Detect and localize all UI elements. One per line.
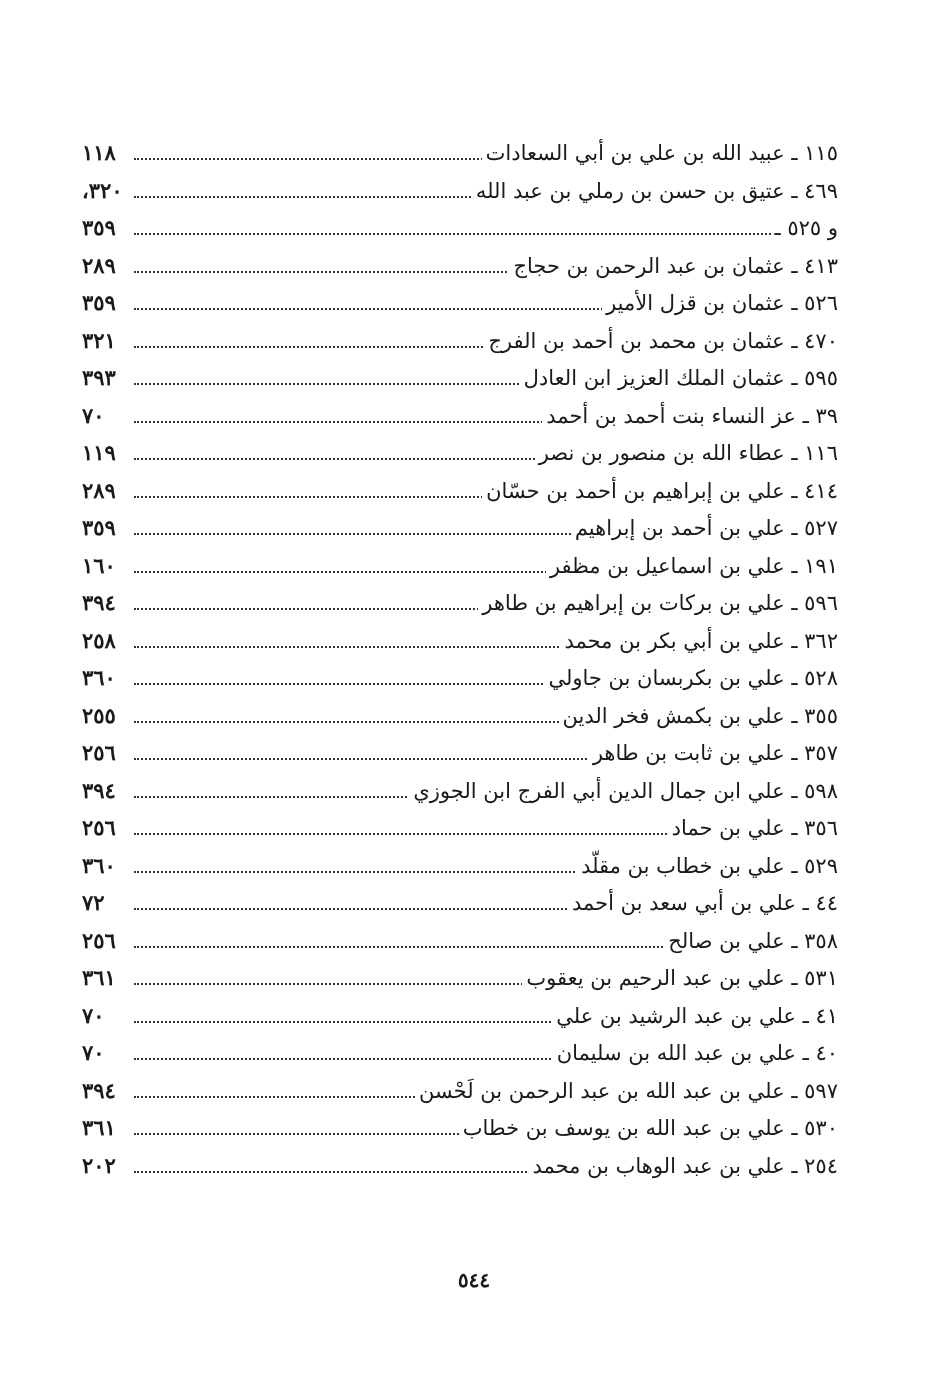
index-entry <box>82 547 838 585</box>
index-entry <box>82 959 838 997</box>
entry-page-number: ٣٩٤ <box>82 776 134 806</box>
index-entry <box>82 922 838 960</box>
entry-text: ٣٦٢ ـ علي بن أبي بكر بن محمد <box>560 626 838 656</box>
index-entry <box>82 172 838 210</box>
entry-text: ٢٥٤ ـ علي بن عبد الوهاب بن محمد <box>528 1151 838 1181</box>
entry-text: ٥٣١ ـ علي بن عبد الرحيم بن يعقوب <box>522 963 838 993</box>
index-entry <box>82 847 838 885</box>
entry-text: ٥٢٩ ـ علي بن خطاب بن مقلّد <box>577 851 838 881</box>
index-entry <box>82 584 838 622</box>
entry-text: ٥٩٥ ـ عثمان الملك العزيز ابن العادل <box>520 363 838 393</box>
entry-page-number: ٧٠ <box>82 1038 134 1068</box>
entry-page-number: ٣٥٩ <box>82 288 134 318</box>
entry-page-number: ٢٥٦ <box>82 738 134 768</box>
entry-page-number: ٢٨٩ <box>82 251 134 281</box>
entry-text: ٣٩ ـ عز النساء بنت أحمد بن أحمد <box>542 401 838 431</box>
entry-page-number: ٢٠٢ <box>82 1151 134 1181</box>
entry-page-number: ٣٩٤ <box>82 588 134 618</box>
index-entry <box>82 434 838 472</box>
entry-page-number: ٣٥٩ <box>82 513 134 543</box>
entry-page-number: ٣٦١ <box>82 1113 134 1143</box>
entry-text: و ٥٢٥ ـ <box>771 213 839 243</box>
entry-text: ٣٥٨ ـ علي بن صالح <box>664 926 838 956</box>
index-entry <box>82 884 838 922</box>
entry-text: ٥٣٠ ـ علي بن عبد الله بن يوسف بن خطاب <box>459 1113 838 1143</box>
entry-page-number: ٣٥٩ <box>82 213 134 243</box>
entry-page-number: ٢٥٦ <box>82 926 134 956</box>
index-list <box>82 134 838 1184</box>
entry-page-number: ١١٩ <box>82 438 134 468</box>
index-entry <box>82 1147 838 1185</box>
entry-text: ٥٩٧ ـ علي بن عبد الله بن عبد الرحمن بن لَحْسن <box>415 1076 838 1106</box>
entry-text: ٣٥٦ ـ علي بن حماد <box>668 813 838 843</box>
index-entry <box>82 997 838 1035</box>
entry-text: ١١٥ ـ عبيد الله بن علي بن أبي السعادات <box>482 138 838 168</box>
index-entry <box>82 284 838 322</box>
entry-text: ٣٥٧ ـ علي بن ثابت بن طاهر <box>589 738 838 768</box>
index-entry <box>82 134 838 172</box>
entry-text: ٤١٤ ـ علي بن إبراهيم بن أحمد بن حسّان <box>482 476 838 506</box>
entry-text: ٥٢٨ ـ علي بن بكربسان بن جاولي <box>544 663 838 693</box>
entry-page-number: ٣٩٤ <box>82 1076 134 1106</box>
index-entry <box>82 509 838 547</box>
entry-text: ٥٩٨ ـ علي ابن جمال الدين أبي الفرج ابن الجوزي <box>409 776 838 806</box>
entry-text: ٣٥٥ ـ علي بن بكمش فخر الدين <box>559 701 839 731</box>
index-entry <box>82 659 838 697</box>
entry-text: ٥٢٦ ـ عثمان بن قزل الأمير <box>602 288 838 318</box>
index-entry <box>82 1034 838 1072</box>
entry-text: ٤١ ـ علي بن عبد الرشيد بن علي <box>552 1001 838 1031</box>
entry-text: ١١٦ ـ عطاء الله بن منصور بن نصر <box>535 438 838 468</box>
entry-text: ٤١٣ ـ عثمان بن عبد الرحمن بن حجاج <box>509 251 838 281</box>
entry-page-number: ٣٢١ <box>82 326 134 356</box>
index-entry <box>82 809 838 847</box>
entry-text: ٤٤ ـ علي بن أبي سعد بن أحمد <box>568 888 838 918</box>
index-entry <box>82 1072 838 1110</box>
index-entry <box>82 1109 838 1147</box>
entry-page-number: ٣٩٣ <box>82 363 134 393</box>
entry-page-number: ١٦٠ <box>82 551 134 581</box>
index-entry <box>82 359 838 397</box>
entry-page-number: ٧٢ <box>82 888 134 918</box>
entry-page-number: ٢٥٦ <box>82 813 134 843</box>
entry-page-number: ٣٦٠ <box>82 663 134 693</box>
entry-page-number: ٢٥٨ <box>82 626 134 656</box>
index-entry <box>82 734 838 772</box>
entry-page-number: ٣٦٠ <box>82 851 134 881</box>
entry-page-number: ٣٢٠، <box>82 176 134 206</box>
index-entry <box>82 472 838 510</box>
entry-page-number: ٣٦١ <box>82 963 134 993</box>
dot-leader <box>134 233 838 235</box>
index-entry <box>82 209 838 247</box>
entry-text: ٥٢٧ ـ علي بن أحمد بن إبراهيم <box>571 513 838 543</box>
index-entry <box>82 772 838 810</box>
index-entry <box>82 247 838 285</box>
entry-text: ٥٩٦ ـ علي بن بركات بن إبراهيم بن طاهر <box>478 588 838 618</box>
index-entry <box>82 697 838 735</box>
entry-text: ٤٧٠ ـ عثمان بن محمد بن أحمد بن الفرج <box>484 326 838 356</box>
index-entry <box>82 322 838 360</box>
entry-text: ٤٦٩ ـ عتيق بن حسن بن رملي بن عبد الله <box>472 176 838 206</box>
entry-page-number: ٧٠ <box>82 401 134 431</box>
index-entry <box>82 622 838 660</box>
entry-text: ١٩١ ـ علي بن اسماعيل بن مظفر <box>546 551 838 581</box>
entry-text: ٤٠ ـ علي بن عبد الله بن سليمان <box>553 1038 838 1068</box>
entry-page-number: ١١٨ <box>82 138 134 168</box>
page-number: ٥٤٤ <box>457 1268 491 1292</box>
index-entry <box>82 397 838 435</box>
entry-page-number: ٢٥٥ <box>82 701 134 731</box>
entry-page-number: ٧٠ <box>82 1001 134 1031</box>
entry-page-number: ٢٨٩ <box>82 476 134 506</box>
